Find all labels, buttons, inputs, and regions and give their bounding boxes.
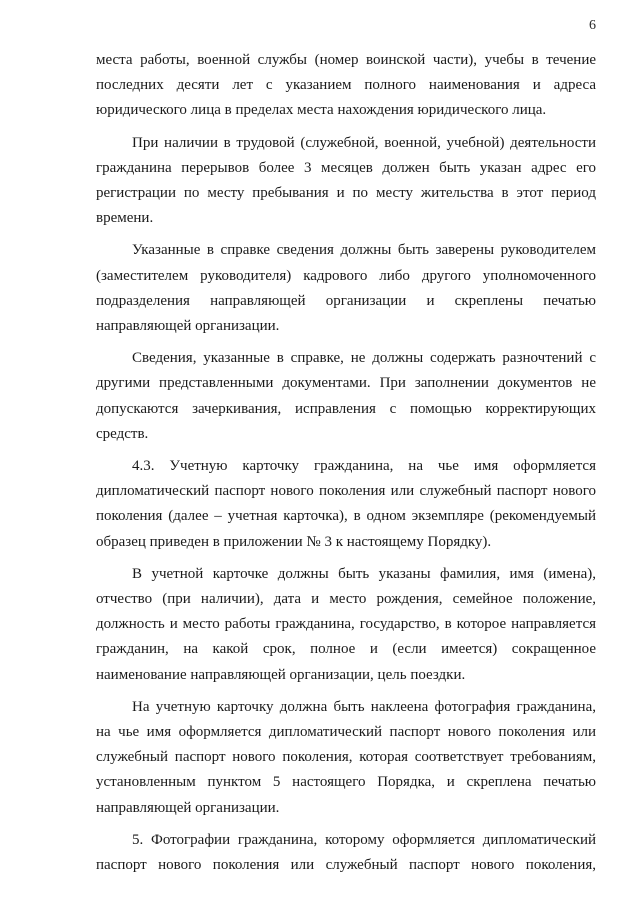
- paragraph-certification: Указанные в справке сведения должны быть заверены руководителем (заместителем руководителя) кадрового либо другого уполномоченного подразделения направляющей организации и скреплены печатью направляющей организации.: [96, 242, 596, 335]
- paragraph-card-contents: В учетной карточке должны быть указаны фамилия, имя (имена), отчество (при наличии), дата и место рождения, семейное положение, должность и место работы гражданина, государство, в которое направляется гражданин, на какой срок, полное и (если имеется) сокращенное наименование направляющей организации, цель поездки.: [96, 565, 596, 683]
- paragraph-section-4-3: 4.3. Учетную карточку гражданина, на чье имя оформляется дипломатический паспорт нового поколения или служебный паспорт нового поколения (далее – учетная карточка), в одном экземпляре (рекомендуемый образец приведен в приложении № 3 к настоящему Порядку).: [96, 458, 596, 550]
- paragraph-section-5: 5. Фотографии гражданина, которому оформляется дипломатический паспорт нового поколения или служебный паспорт нового поколения,: [96, 831, 596, 874]
- paragraph-no-discrepancies: Сведения, указанные в справке, не должны содержать разночтений с другими представленными документами. При заполнении документов не допускаются зачеркивания, исправления с помощью корректирующих средств.: [96, 350, 596, 442]
- paragraph-breaks-in-activity: При наличии в трудовой (служебной, военной, учебной) деятельности гражданина перерывов более 3 месяцев должен быть указан адрес его регистрации по месту пребывания и по месту жительства в этот период времени.: [96, 134, 596, 227]
- document-body: [96, 48, 596, 885]
- page-number: 6: [589, 18, 596, 33]
- paragraph-card-photo: На учетную карточку должна быть наклеена фотография гражданина, на чье имя оформляется дипломатический паспорт нового поколения или служебный паспорт нового поколения, которая соответствует требованиям, установленным пунктом 5 настоящего Порядка, и скреплена печатью направляющей организации.: [96, 698, 596, 816]
- paragraph-continuation: места работы, военной службы (номер воинской части), учебы в течение последних десяти лет с указанием полного наименования и адреса юридического лица в пределах места нахождения юридического лица.: [96, 52, 596, 119]
